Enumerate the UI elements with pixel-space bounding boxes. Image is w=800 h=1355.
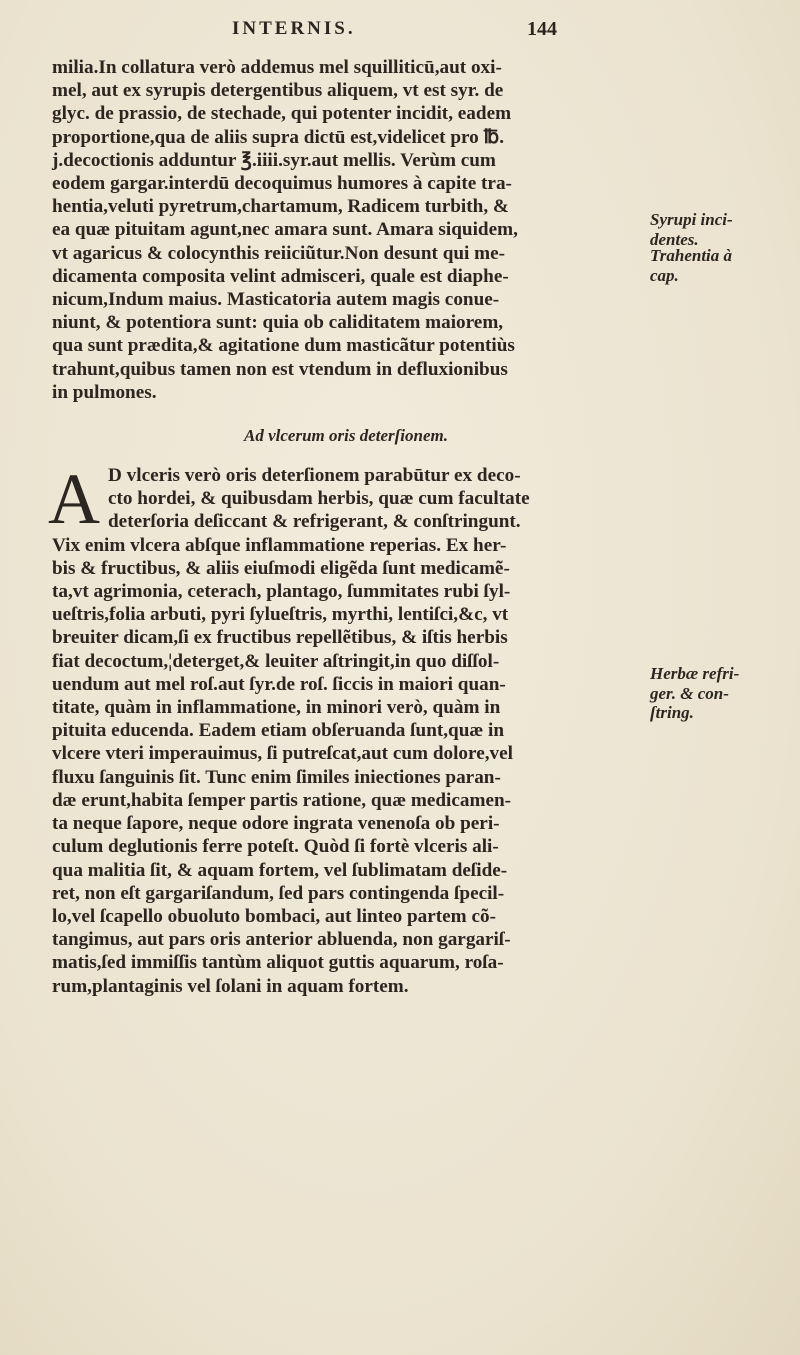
text-line: tangimus, aut pars oris anterior abluenda, non gargariſ- [52, 929, 511, 951]
text-line: mel, aut ex syrupis detergentibus aliquem, vt est syr. de [52, 80, 504, 102]
text-line: Vix enim vlcera abſque inflammatione reperias. Ex her- [52, 534, 507, 556]
margin-note-herbs [650, 664, 795, 723]
paragraph-ulcers-lines [52, 464, 640, 998]
text-line: vt agaricus & colocynthis reiiciũtur.Non desunt qui me- [52, 242, 506, 264]
main-text-column [48, 56, 640, 998]
text-line: titate, quàm in inflammatione, in minori verò, quàm in [52, 697, 501, 719]
text-line: bis & fructibus, & aliis eiuſmodi eligẽda ſunt medicamẽ- [52, 557, 510, 579]
text-line: dæ erunt,habita ſemper partis ratione, quæ medicamen- [52, 789, 512, 811]
text-line: matis,ſed immiſſis tantùm aliquot guttis aquarum, roſa- [52, 952, 504, 974]
margin-note-line: Herbæ refri- [650, 664, 740, 683]
text-line: qua malitia ſit, & aquam fortem, vel ſublimatam deſide- [52, 859, 508, 881]
text-line: milia.In collatura verò addemus mel squilliticū,aut oxi- [52, 57, 502, 78]
text-line: cto hordei, & quibusdam herbis, quæ cum facultate [108, 488, 530, 510]
text-line: qua sunt prædita,& agitatione dum masticãtur potentiùs [52, 335, 515, 357]
margin-notes [650, 0, 800, 1355]
text-line: rum,plantaginis vel ſolani in aquam fortem. [52, 975, 409, 997]
text-line: culum deglutionis ferre poteſt. Quòd ſi fortè vlceris ali- [52, 836, 499, 858]
drop-cap: A [48, 459, 100, 540]
text-line: in pulmones. [52, 381, 157, 403]
margin-note-line: Syrupi inci- [650, 210, 733, 229]
text-line: trahunt,quibus tamen non est vtendum in defluxionibus [52, 358, 508, 380]
margin-note-syrups [650, 210, 795, 249]
margin-note-line: ſtring. [650, 703, 694, 722]
margin-note-line: ger. & con- [650, 683, 729, 703]
text-line: pituita educenda. Eadem etiam obſeruanda ſunt,quæ in [52, 720, 505, 742]
text-line: vlcere vteri imperauimus, ſi putreſcat,aut cum dolore,vel [52, 743, 513, 765]
text-line: uendum aut mel roſ.aut ſyr.de roſ. ſiccis in maiori quan- [52, 673, 506, 695]
text-line: ea quæ pituitam agunt,nec amara sunt. Amara siquidem, [52, 219, 518, 241]
section-heading: Ad vlcerum oris deterſionem. [244, 426, 448, 446]
text-line: fluxu ſanguinis ſit. Tunc enim ſimiles iniectiones paran- [52, 766, 501, 788]
text-line: ueſtris,folia arbuti, pyri ſylueſtris, myrthi, lentiſci,&c, vt [52, 604, 509, 626]
running-head: INTERNIS. [232, 18, 356, 39]
text-line: deterſoria deſiccant & refrigerant, & conſtringunt. [108, 511, 521, 533]
text-line: D vlceris verò oris deterſionem parabūtur ex deco- [108, 465, 521, 487]
text-line: fiat decoctum,¦deterget,& leuiter aſtringit,in quo diſſol- [52, 650, 500, 672]
margin-note-line: cap. [650, 265, 679, 285]
text-line: hentia,veluti pyretrum,chartamum, Radicem turbith, & [52, 196, 509, 218]
margin-note-drawing [650, 246, 795, 285]
text-line: eodem gargar.interdū decoquimus humores à capite tra- [52, 173, 512, 195]
text-line: j.decoctionis adduntur ℥.iiii.syr.aut mellis. Verùm cum [52, 149, 496, 171]
margin-note-line: Trahentia à [650, 246, 733, 265]
text-line: niunt, & potentiora sunt: quia ob caliditatem maiorem, [52, 312, 504, 334]
margin-note-line: dentes. [650, 229, 699, 249]
paragraph-ulcers [48, 459, 640, 998]
text-line: nicum,Indum maius. Masticatoria autem magis conue- [52, 289, 500, 311]
page-number: 144 [527, 18, 557, 40]
text-line: lo,vel ſcapello obuoluto bombaci, aut linteo partem cõ- [52, 905, 496, 927]
text-line: ta,vt agrimonia, ceterach, plantago, ſummitates rubi ſyl- [52, 581, 511, 603]
text-line: ret, non eſt gargariſandum, ſed pars contingenda ſpecil- [52, 882, 505, 904]
text-line: proportione,qua de aliis supra dictū est,videlicet pro ℔. [52, 126, 505, 148]
text-line: glyc. de prassio, de stechade, qui potenter incidit, eadem [52, 103, 512, 125]
text-line: dicamenta composita velint admisceri, quale est diaphe- [52, 265, 509, 287]
text-line: ta neque ſapore, neque odore ingrata venenoſa ob peri- [52, 813, 500, 835]
text-line: breuiter dicam,ſi ex fructibus repellẽtibus, & iſtis herbis [52, 627, 508, 649]
paragraph-syrups [52, 56, 640, 404]
